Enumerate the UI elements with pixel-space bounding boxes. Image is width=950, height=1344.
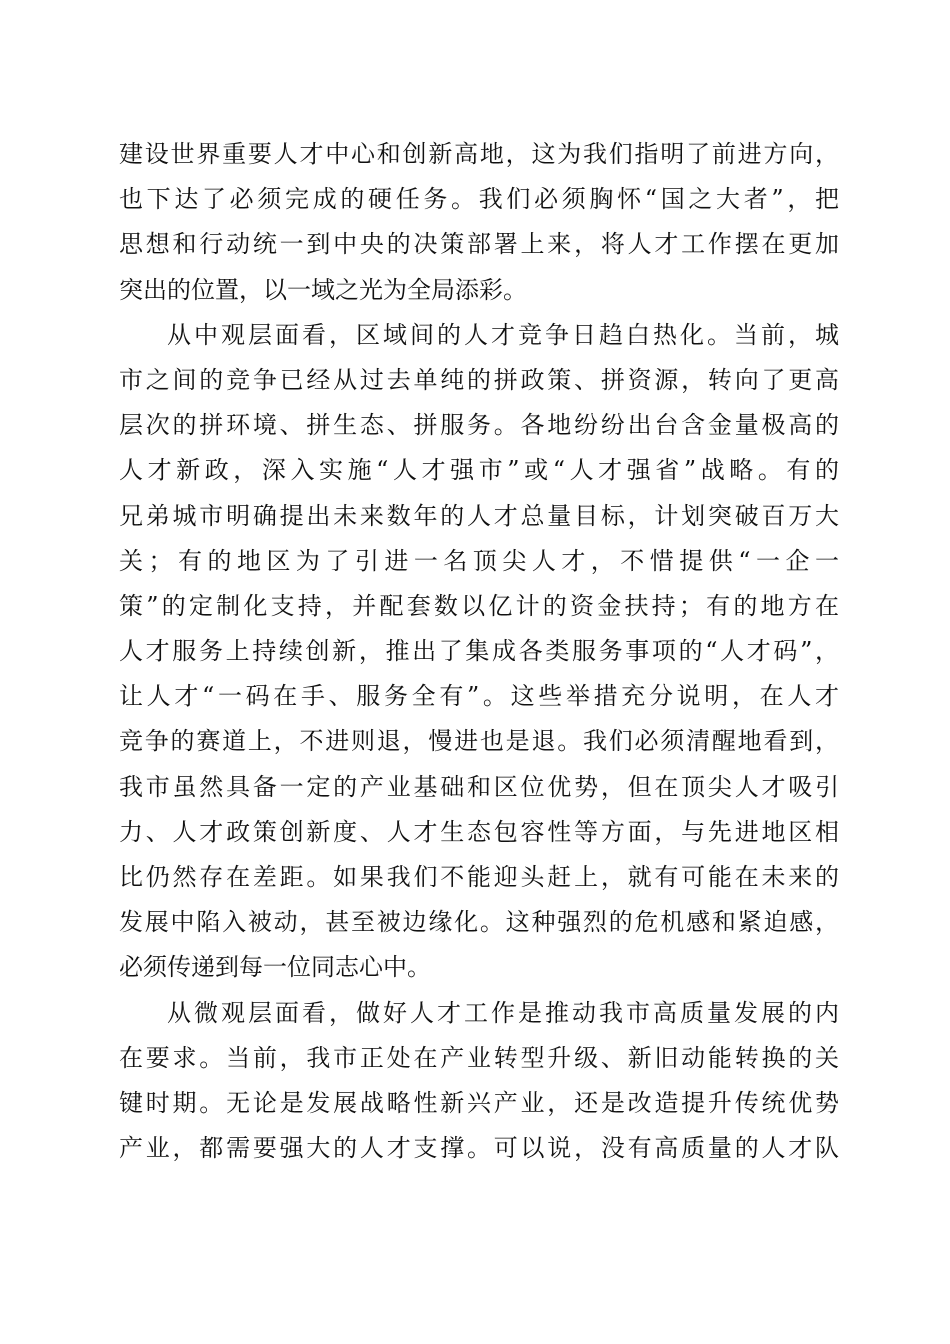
text-line: 从微观层面看，做好人才工作是推动我市高质量发展的内 [167,998,839,1027]
text-line: 在要求。当前，我市正处在产业转型升级、新旧动能转换的关 [119,1043,839,1072]
text-line: 发展中陷入被动，甚至被边缘化。这种强烈的危机感和紧迫感， [119,908,839,937]
text-line: 突出的位置，以一域之光为全局添彩。 [119,275,527,304]
text-line: 从中观层面看，区域间的人才竞争日趋白热化。当前，城 [167,320,839,349]
text-line: 力、人才政策创新度、人才生态包容性等方面，与先进地区相 [119,817,839,846]
text-line: 策”的定制化支持，并配套数以亿计的资金扶持；有的地方在 [119,591,839,620]
text-line: 市之间的竞争已经从过去单纯的拼政策、拼资源，转向了更高 [119,365,839,394]
text-line: 层次的拼环境、拼生态、拼服务。各地纷纷出台含金量极高的 [119,411,839,440]
text-line: 人才新政，深入实施“人才强市”或“人才强省”战略。有的 [119,456,839,485]
paragraph-2 [119,313,839,991]
text-line: 建设世界重要人才中心和创新高地，这为我们指明了前进方向， [119,140,839,168]
paragraph-1 [119,132,839,313]
text-line: 人才服务上持续创新，推出了集成各类服务事项的“人才码”， [119,637,839,666]
text-line: 兄弟城市明确提出未来数年的人才总量目标，计划突破百万大 [119,501,839,530]
body-text [119,132,839,1171]
text-line: 竞争的赛道上，不进则退，慢进也是退。我们必须清醒地看到， [119,727,839,756]
text-line: 关；有的地区为了引进一名顶尖人才，不惜提供“一企一 [119,546,839,575]
text-line: 产业，都需要强大的人才支撑。可以说，没有高质量的人才队 [119,1134,839,1163]
text-line: 我市虽然具备一定的产业基础和区位优势，但在顶尖人才吸引 [119,772,839,801]
paragraph-3 [119,991,839,1172]
text-line: 也下达了必须完成的硬任务。我们必须胸怀“国之大者”，把 [119,185,839,214]
text-line: 比仍然存在差距。如果我们不能迎头赶上，就有可能在未来的 [119,863,839,891]
text-line: 让人才“一码在手、服务全有”。这些举措充分说明，在人才 [119,682,839,711]
text-line: 思想和行动统一到中央的决策部署上来，将人才工作摆在更加 [119,230,839,259]
text-line: 必须传递到每一位同志心中。 [119,953,431,982]
text-line: 键时期。无论是发展战略性新兴产业，还是改造提升传统优势 [119,1088,839,1117]
